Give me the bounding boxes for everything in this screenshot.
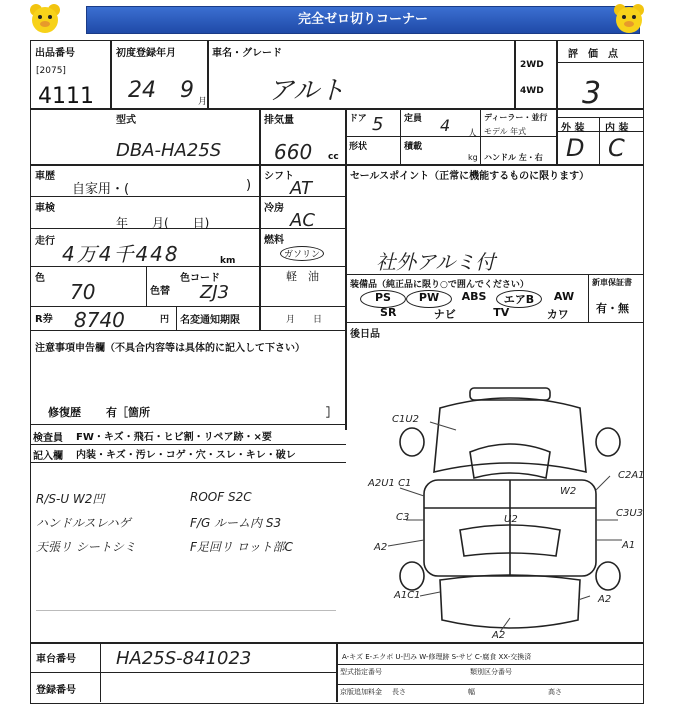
equipment-item: ABS — [461, 290, 487, 303]
capacity-unit: 人 — [468, 129, 478, 139]
reg-number-label: 登録番号 — [36, 685, 76, 696]
name-change-label: 名変通知期限 — [180, 315, 240, 326]
ac-value: AC — [290, 210, 315, 231]
chassis-value: HA25S-841023 — [116, 648, 252, 669]
handle-label: ハンドル 左・右 — [484, 153, 543, 162]
mileage-unit: km — [220, 256, 236, 266]
equipment-item: PW — [406, 290, 452, 308]
legend-extra: 京版追加料金 — [340, 688, 382, 696]
equipment-item: PS — [360, 290, 406, 308]
int-grade: C — [608, 134, 625, 162]
fuel-light: 軽 油 — [286, 270, 319, 283]
repair-label: 修復歴 — [48, 406, 81, 419]
score-value: 3 — [582, 76, 602, 111]
damage-note: R/S-U W2凹 — [36, 492, 105, 506]
fuel-gas: ガソリン — [280, 246, 324, 261]
score-label: 評 価 点 — [568, 49, 618, 60]
chassis-label: 車台番号 — [36, 654, 76, 665]
color-value: 70 — [70, 280, 96, 304]
dealer-label: ディーラー・並行 — [484, 113, 548, 122]
first-reg-label: 初度登録年月 — [116, 48, 176, 59]
diagram-mark: A2 — [374, 542, 388, 553]
history-close: ) — [246, 178, 252, 193]
damage-note: F/G ルーム内 S3 — [190, 516, 282, 530]
recycle-value: 8740 — [74, 308, 125, 332]
warranty-value: 有・無 — [596, 302, 629, 315]
equipment-item: AW — [553, 290, 575, 303]
equipment-item: エアB — [496, 290, 542, 308]
diagram-mark: C2A1 — [618, 470, 645, 481]
equipment-item: TV — [493, 306, 510, 319]
inspector-row: FW・キズ・飛石・ヒビ割・リペア跡・×要 — [76, 432, 272, 443]
lot-sub: [2075] — [36, 66, 66, 76]
doors-value: 5 — [372, 114, 384, 135]
reg-month: 9 — [180, 78, 194, 103]
equip-label: 装備品（純正品に限り○で囲んでください） — [350, 280, 529, 290]
legend-length: 長さ — [392, 688, 406, 696]
color-code-value: ZJ3 — [200, 282, 230, 303]
inspection-value: 年 月( 日) — [116, 216, 210, 230]
disp-label: 排気量 — [264, 115, 294, 126]
name-change-value: 月 日 — [286, 315, 323, 325]
damage-note: F足回リ ロット部C — [190, 540, 293, 554]
diagram-mark: C1U2 — [392, 414, 420, 425]
history-value: 自家用・( — [72, 182, 130, 197]
damage-note: 天張リ シートシミ — [36, 540, 136, 554]
repair-value: 有［箇所 — [106, 406, 150, 419]
shift-label: シフト — [264, 171, 294, 182]
lot-label: 出品番号 — [35, 48, 75, 59]
int-label: 内 装 — [605, 123, 629, 134]
diagram-mark: A1 — [622, 540, 636, 551]
model-label: 型式 — [116, 115, 136, 126]
capacity-value: 4 — [440, 116, 451, 135]
damage-legend: A-キズ E-エクボ U-凹み W-修理跡 S-サビ C-腐食 XX-交換済 — [342, 653, 532, 661]
disp-value: 660 — [274, 140, 313, 164]
diagram-mark: W2 — [560, 486, 577, 497]
mascot-left-icon — [28, 2, 62, 36]
drive-4wd: 4WD — [520, 86, 544, 96]
sales-point-label: セールスポイント（正常に機能するものに限ります） — [350, 171, 590, 182]
legend-class-no: 類別区分番号 — [470, 668, 512, 676]
model-year-label: モデル 年式 — [484, 127, 527, 136]
diagram-mark: A2 — [598, 594, 612, 605]
diagram-mark: A1C1 — [394, 590, 421, 601]
recycle-unit: 円 — [160, 315, 170, 325]
month-unit: 月 — [198, 97, 208, 107]
legend-height: 高さ — [548, 688, 562, 696]
load-label: 積載 — [404, 142, 423, 152]
model-value: DBA-HA25S — [116, 140, 222, 161]
page-title-banner: 完全ゼロ切りコーナー — [86, 6, 640, 34]
drive-2wd: 2WD — [520, 60, 544, 70]
diagram-mark: C3 — [396, 512, 410, 523]
legend-model-no: 型式指定番号 — [340, 668, 382, 676]
ext-label: 外 装 — [561, 123, 585, 134]
inspection-label: 車検 — [35, 203, 55, 214]
mileage-label: 走行 — [35, 236, 55, 247]
history-label: 車歴 — [35, 171, 55, 182]
diagram-mark: U2 — [504, 514, 518, 525]
mileage-value: 4万4千448 — [62, 242, 180, 266]
damage-notes-right — [190, 490, 340, 562]
plating-label: 色替 — [150, 286, 170, 297]
name-grade-label: 車名・グレード — [212, 48, 282, 59]
diagram-mark: A2U1 C1 — [368, 478, 412, 489]
shift-value: AT — [290, 178, 312, 199]
mascot-right-icon — [612, 2, 646, 36]
color-code-label: 色コード — [180, 273, 220, 284]
car-name: アルト — [268, 76, 345, 106]
equipment-item: SR — [380, 306, 397, 319]
equipment-item: ナビ — [433, 308, 456, 321]
color-label: 色 — [35, 273, 45, 284]
reg-year: 24 — [128, 78, 156, 103]
sales-point-value: 社外アルミ付 — [376, 250, 496, 274]
rear-seat-label: 後日品 — [350, 329, 380, 340]
damage-note: ハンドルスレハゲ — [36, 516, 131, 530]
disp-unit: cc — [328, 152, 339, 162]
capacity-label: 定員 — [404, 114, 423, 124]
ac-label: 冷房 — [264, 203, 284, 214]
equipment-row-2 — [360, 306, 586, 322]
new-warranty-label: 新車保証書 — [592, 278, 632, 287]
diagram-mark: C3U3 — [616, 508, 644, 519]
damage-note: ROOF S2C — [190, 490, 252, 504]
doors-label: ドア — [349, 114, 367, 124]
entry-row: 内装・キズ・汚レ・コゲ・穴・スレ・キレ・破レ — [76, 450, 296, 461]
fuel-label: 燃料 — [264, 235, 284, 246]
entry-label: 記入欄 — [33, 451, 63, 462]
repair-close: ］ — [326, 406, 337, 419]
damage-notes-left — [36, 490, 186, 562]
ext-grade: D — [566, 134, 585, 162]
diagram-mark: A2 — [492, 630, 506, 641]
lot-number: 4111 — [38, 84, 94, 109]
equipment-item: カワ — [546, 308, 569, 321]
legend-width: 幅 — [468, 688, 475, 696]
inspector-label: 検査員 — [33, 433, 63, 444]
load-unit: kg — [468, 153, 478, 162]
shape-label: 形状 — [349, 142, 368, 152]
recycle-label: R券 — [35, 314, 53, 325]
notes-label: 注意事項申告欄（不具合内容等は具体的に記入して下さい） — [35, 343, 305, 354]
